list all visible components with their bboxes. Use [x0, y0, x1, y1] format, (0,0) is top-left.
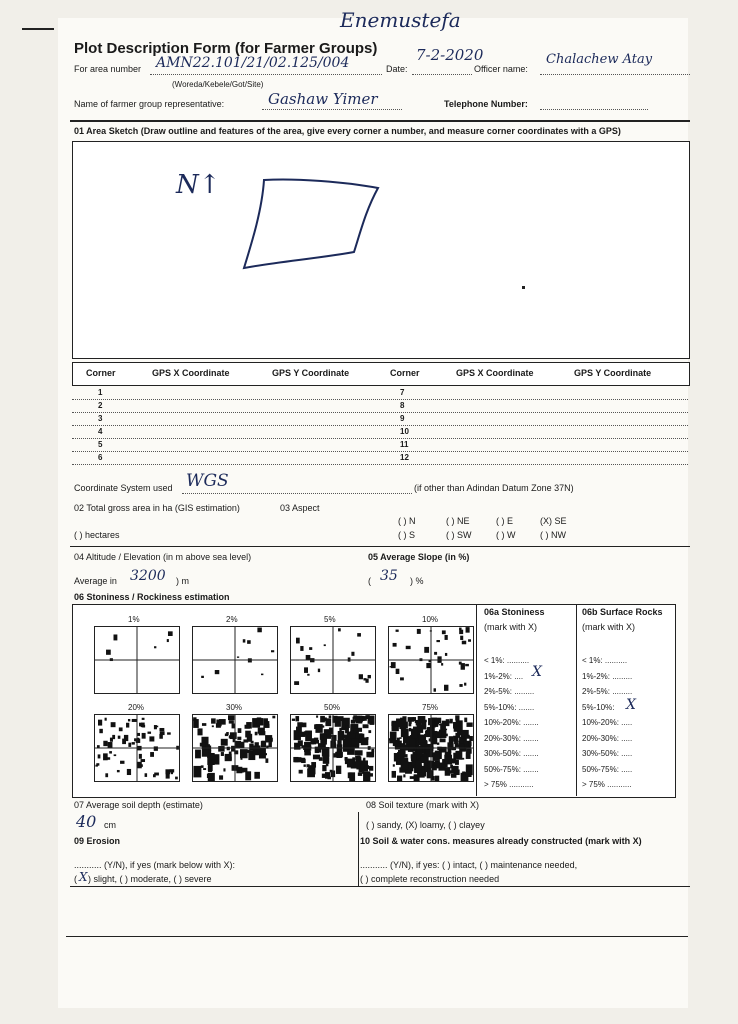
rep-line [262, 109, 402, 110]
gps-row-line [72, 399, 688, 400]
divider-top [70, 120, 690, 122]
stoniness-col-a-item: 50%-75%: ....... [484, 764, 539, 774]
texture-label: 08 Soil texture (mark with X) [366, 800, 480, 810]
gps-row-corner-right: 8 [400, 401, 405, 410]
stoniness-col-a-item: 2%-5%: ......... [484, 687, 535, 696]
altitude-value: 3200 [130, 568, 166, 584]
area-number-value: AMN22.101/21/02.125/004 [156, 55, 350, 71]
stoniness-col-a-item: < 1%: .......... [484, 656, 530, 665]
gps-header-y-right: GPS Y Coordinate [574, 368, 652, 378]
soil-depth-value: 40 [76, 812, 97, 831]
area-number-line [150, 74, 382, 75]
aspect-label: 03 Aspect [280, 503, 320, 513]
stoniness-col-b-item: 50%-75%: ..... [582, 764, 633, 774]
gps-header-y-left: GPS Y Coordinate [272, 368, 350, 378]
aspect-n: ( ) N [398, 516, 416, 526]
stoniness-col-b-sub: (mark with X) [582, 622, 636, 632]
stoniness-col-b-item: 2%-5%: ......... [582, 687, 633, 696]
stoniness-col-a-sub: (mark with X) [484, 622, 538, 632]
slope-label: 05 Average Slope (in %) [368, 552, 470, 562]
stoniness-sample-label: 20% [128, 703, 145, 712]
stoniness-col-divider-2 [576, 604, 577, 796]
stoniness-sample-label: 75% [422, 703, 439, 712]
phone-label: Telephone Number: [444, 99, 528, 109]
altitude-unit: ) m [176, 576, 189, 586]
coord-system-value: WGS [186, 471, 229, 491]
gps-row-line [72, 451, 688, 452]
stoniness-sample-label: 5% [324, 615, 336, 624]
stoniness-sample-box [290, 626, 376, 694]
aspect-s: ( ) S [398, 530, 415, 540]
gps-row-line [72, 464, 688, 465]
gps-row-line [72, 425, 688, 426]
gps-row-corner-left: 6 [98, 453, 103, 462]
gps-row-corner-right: 9 [400, 414, 405, 423]
stoniness-col-b-item: < 1%: .......... [582, 656, 628, 665]
stoniness-heading: 06 Stoniness / Rockiness estimation [74, 592, 230, 602]
gps-row-corner-left: 4 [98, 427, 103, 436]
stoniness-col-b-item: 20%-30%: ..... [582, 733, 633, 743]
gps-header-x-right: GPS X Coordinate [456, 368, 534, 378]
phone-line [540, 109, 648, 110]
stoniness-sample-box [94, 626, 180, 694]
divider-mid [70, 546, 690, 547]
altitude-avg-label: Average in [74, 576, 117, 586]
rep-label: Name of farmer group representative: [74, 99, 225, 109]
stoniness-col-a-item: 30%-50%: ....... [484, 749, 539, 758]
stoniness-col-a-item: > 75% ........... [484, 780, 534, 789]
page-bottom-line [66, 936, 688, 937]
aspect-nw: ( ) NW [540, 530, 566, 540]
stoniness-sample-label: 10% [422, 615, 439, 624]
rep-value: Gashaw Yimer [268, 90, 378, 108]
stoniness-sample-box [290, 714, 376, 782]
date-label: Date: [386, 64, 408, 74]
north-mark: N↑ [176, 170, 221, 200]
margin-mark [22, 28, 54, 30]
slope-value: 35 [380, 568, 398, 584]
officer-value: Chalachew Atay [546, 52, 653, 67]
conservation-line2: ( ) complete reconstruction needed [360, 874, 500, 884]
stoniness-col-a-item: 1%-2%: .... [484, 671, 524, 681]
stoniness-sample-box [388, 714, 474, 782]
sketch-dot [522, 286, 525, 289]
gps-header-corner-right: Corner [390, 368, 420, 378]
stoniness-sample-label: 2% [226, 615, 238, 624]
stoniness-sample-label: 30% [226, 703, 243, 712]
aspect-e: ( ) E [496, 516, 513, 526]
conservation-label: 10 Soil & water cons. measures already constructed (mark with X) [360, 836, 642, 846]
stoniness-col-a-title: 06a Stoniness [484, 607, 545, 617]
stoniness-sample-box [388, 626, 474, 694]
stoniness-col-a-item: 5%-10%: ....... [484, 702, 535, 712]
gps-row-corner-right: 11 [400, 440, 409, 449]
aspect-w: ( ) W [496, 530, 516, 540]
gps-row-corner-right: 12 [400, 453, 409, 462]
bottom-col-divider [358, 812, 359, 886]
coord-system-label: Coordinate System used [74, 483, 173, 493]
gps-row-corner-left: 5 [98, 440, 103, 449]
aspect-sw: ( ) SW [446, 530, 472, 540]
stoniness-col-b-item: > 75% ........... [582, 780, 632, 789]
gps-header-corner-left: Corner [86, 368, 116, 378]
erosion-line2: ) slight, ( ) moderate, ( ) severe [88, 874, 212, 884]
area-number-label: For area number [74, 64, 142, 74]
stoniness-col-a-item: 20%-30%: ....... [484, 733, 539, 743]
erosion-line1: ........... (Y/N), if yes (mark below with X): [74, 860, 236, 870]
area-number-sublabel: (Woreda/Kebele/Got/Site) [172, 80, 264, 89]
gps-row-corner-left: 2 [98, 401, 103, 410]
stoniness-col-b-item: 5%-10%: [582, 702, 615, 712]
stoniness-col-b-mark: X [626, 697, 636, 713]
stoniness-col-b-title: 06b Surface Rocks [582, 607, 663, 617]
aspect-se: (X) SE [540, 516, 567, 526]
date-value: 7-2-2020 [416, 46, 484, 64]
form-title: Plot Description Form (for Farmer Groups) [74, 40, 378, 57]
gps-header-x-left: GPS X Coordinate [152, 368, 230, 378]
gps-row-corner-right: 10 [400, 427, 409, 436]
gps-row-corner-right: 7 [400, 388, 405, 397]
soil-depth-label: 07 Average soil depth (estimate) [74, 800, 203, 810]
page-header-handwritten: Enemustefa [340, 8, 461, 32]
stoniness-sample-label: 1% [128, 615, 140, 624]
officer-line [540, 74, 690, 75]
erosion-label: 09 Erosion [74, 836, 121, 846]
gps-row-corner-left: 1 [98, 388, 103, 397]
altitude-label: 04 Altitude / Elevation (in m above sea level) [74, 552, 252, 562]
stoniness-col-divider-1 [476, 604, 477, 796]
divider-bottom [70, 886, 690, 887]
date-line [412, 74, 472, 75]
sketch-heading: 01 Area Sketch (Draw outline and features of the area, give every corner a number, and measure corner coordinates with a GPS) [74, 126, 621, 136]
area-unit: ( ) hectares [74, 530, 120, 540]
officer-label: Officer name: [474, 64, 528, 74]
plot-outline-sketch [236, 170, 386, 275]
gps-row-line [72, 438, 688, 439]
aspect-ne: ( ) NE [446, 516, 470, 526]
stoniness-col-b-item: 1%-2%: ......... [582, 671, 633, 681]
slope-unit: ) % [410, 576, 424, 586]
stoniness-col-a-mark: X [532, 664, 542, 680]
gps-row-line [72, 412, 688, 413]
stoniness-sample-box [192, 626, 278, 694]
gps-row-corner-left: 3 [98, 414, 103, 423]
stoniness-sample-label: 50% [324, 703, 341, 712]
conservation-line1: ........... (Y/N), if yes: ( ) intact, ( ) maintenance needed, [360, 860, 578, 870]
stoniness-col-b-item: 10%-20%: ..... [582, 718, 633, 727]
erosion-mark: X [79, 870, 88, 884]
texture-options: ( ) sandy, (X) loamy, ( ) clayey [366, 820, 485, 830]
soil-depth-unit: cm [104, 820, 116, 830]
stoniness-sample-box [94, 714, 180, 782]
coord-system-line [182, 493, 412, 494]
stoniness-col-a-item: 10%-20%: ....... [484, 718, 539, 727]
coord-system-note: (if other than Adindan Datum Zone 37N) [414, 483, 574, 493]
stoniness-col-b-item: 30%-50%: ..... [582, 749, 633, 758]
area-label: 02 Total gross area in ha (GIS estimation) [74, 503, 240, 513]
stoniness-sample-box [192, 714, 278, 782]
